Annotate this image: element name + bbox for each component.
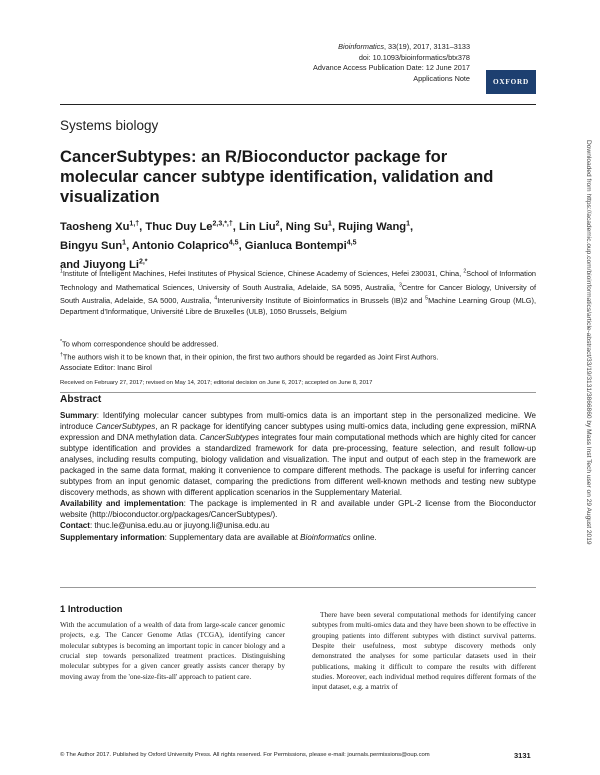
author: Ning Su$^1$, <box>285 220 339 233</box>
author: Bingyu Sun$^1$, <box>60 238 132 252</box>
author: Taosheng $Xu^{1,\dagger}$, <box>60 220 146 233</box>
contact-paragraph[interactable]: Contact: thuc.le@unisa.edu.au or jiuyong.li@unisa.edu.au <box>60 521 270 531</box>
section-label: Systems biology <box>60 118 159 133</box>
advance-access-date: Advance Access Publication Date: 12 June 2017 <box>313 63 470 73</box>
citation-journal: Bioinformatics <box>338 42 384 51</box>
page-number: 3131 <box>514 751 531 760</box>
affiliation: $^5$Machine Learning Group (MLG), Department d'Informatique, Université Libre de Bruxelles (ULB), 1050 Brussels, Belgium <box>60 295 537 317</box>
introduction-left-column: With the accumulation of a wealth of data from large-scale cancer genomic projects, e.g. The Cancer Genome Atlas (TCGA), identifying cancer molecular subtypes is becoming an important topic in cancer biology and a crucial step towards personalized treatment practices. Distinguishing molecular subtypes for a given cancer greatly assists cancer therapy by moving away from the 'one-size-fits-all' approach to patient care. <box>60 620 285 681</box>
availability-paragraph: Availability and implementation: The package is implemented in R and available under GPL-2 license from the Bioconductor website (http://bioconductor.org/packages/CancerSubtypes/). <box>60 499 536 520</box>
affiliation: $^4$Interuniversity Institute of Bioinformatics in Brussels (IB)2 and <box>214 295 426 306</box>
journal-metadata <box>210 42 470 84</box>
author: Rujing Wang$^1$, <box>338 220 414 233</box>
received-dates: Received on February 27, 2017; revised on May 14, 2017; editorial decision on June 6, 2017; accepted on June 8, 2017 <box>60 380 373 386</box>
copyright-footer: © The Author 2017. Published by Oxford University Press. All rights reserved. For Permissions, please e-mail: journals.permissions@oup.com <box>60 752 430 758</box>
associate-editor: Associate Editor: Inanc Birol <box>60 363 152 373</box>
abstract-body <box>60 410 536 543</box>
abstract-divider <box>60 392 536 393</box>
author: Thuc Duy $Le^{2,3,*,\dagger}$, <box>145 220 239 233</box>
oxford-logo: OXFORD <box>486 70 536 94</box>
author-list <box>60 216 500 273</box>
citation <box>210 42 470 53</box>
joint-authorship-note: †The authors wish it to be known that, in their opinion, the first two authors should be regarded as Joint First Authors. <box>60 352 439 362</box>
affiliation: $^3$Centre for Cancer Biology, University of South Australia, Adelaide, SA 5000, Australia, <box>60 282 536 306</box>
author: and Jiuyong $Li^{2,*}$ <box>60 257 148 271</box>
header-divider <box>60 104 536 105</box>
article-title: CancerSubtypes: an R/Bioconductor package for molecular cancer subtype identification, validation and visualization <box>60 147 494 206</box>
author-notes <box>60 337 536 374</box>
author: Lin Liu$^2$, <box>238 220 286 233</box>
affiliation: $^1$Institute of Intelligent Machines, Hefei Institutes of Physical Science, Chinese Academy of Sciences, Hefei 230031, China, <box>60 269 464 279</box>
summary-paragraph: Summary: Identifying molecular cancer subtypes from multi-omics data is an important step in the personalized medicine. We introduce CancerSubtypes, an R package for identifying cancer subtypes using multi-omics data, including gene expression, miRNA expression and DNA methylation data. CancerSubtypes integrates four main computational methods which are highly cited for cancer subtype identification and provides a standardized framework for data pre-processing, feature selection, and result follow-up analyses, including results computing, biology validation and visualization. The input and output of each step in the framework are packaged in the same data format, making it convenience to compare different methods. The package is useful for inferring cancer subtypes from an input genomic dataset, comparing the predictions from different well-known methods and testing new subtype discovery methods, as shown with different application scenarios in the Supplementary Material. <box>60 411 536 498</box>
affiliations <box>60 267 536 318</box>
supplementary-paragraph: Supplementary information: Supplementary data are available at Bioinformatics online. <box>60 532 377 542</box>
article-type: Applications Note <box>413 73 470 83</box>
correspondence-note: *To whom correspondence should be addressed. <box>60 339 219 349</box>
citation-volume: , 33(19), 2017, 3131–3133 <box>383 42 470 51</box>
author: Gianluca Bontempi$^{4,5}$ <box>244 238 357 252</box>
doi[interactable]: doi: 10.1093/bioinformatics/btx378 <box>358 52 470 62</box>
author: Antonio Colaprico$^{4,5}$, <box>131 238 245 252</box>
affiliation: $^2$School of Information Technology and Mathematical Sciences, University of South Australia, Adelaide, SA 5095, Australia, <box>60 269 536 292</box>
introduction-right-column: There have been several computational methods for identifying cancer subtypes from multi-omics data and they have been shown to be effective in grouping patients into different subtypes with distinct survival patterns. Despite their usefulness, most subtype discovery methods only demonstrated the analyses for some particular datasets used in their publications, making it difficult to compare the results with different studies. Moreover, each individual method requires different formats of the input dataset, e.g. a matrix of <box>312 610 536 692</box>
abstract-heading: Abstract <box>60 394 102 405</box>
download-watermark-text: Downloaded from https://academic.oup.com/bioinformatics/article-abstract/33/19/3131/3866860 by Mass Inst Tech user on 29 August 2019 <box>585 140 592 545</box>
download-watermark <box>585 140 596 580</box>
abstract-bottom-divider <box>60 587 536 588</box>
introduction-heading: 1 Introduction <box>60 603 123 614</box>
